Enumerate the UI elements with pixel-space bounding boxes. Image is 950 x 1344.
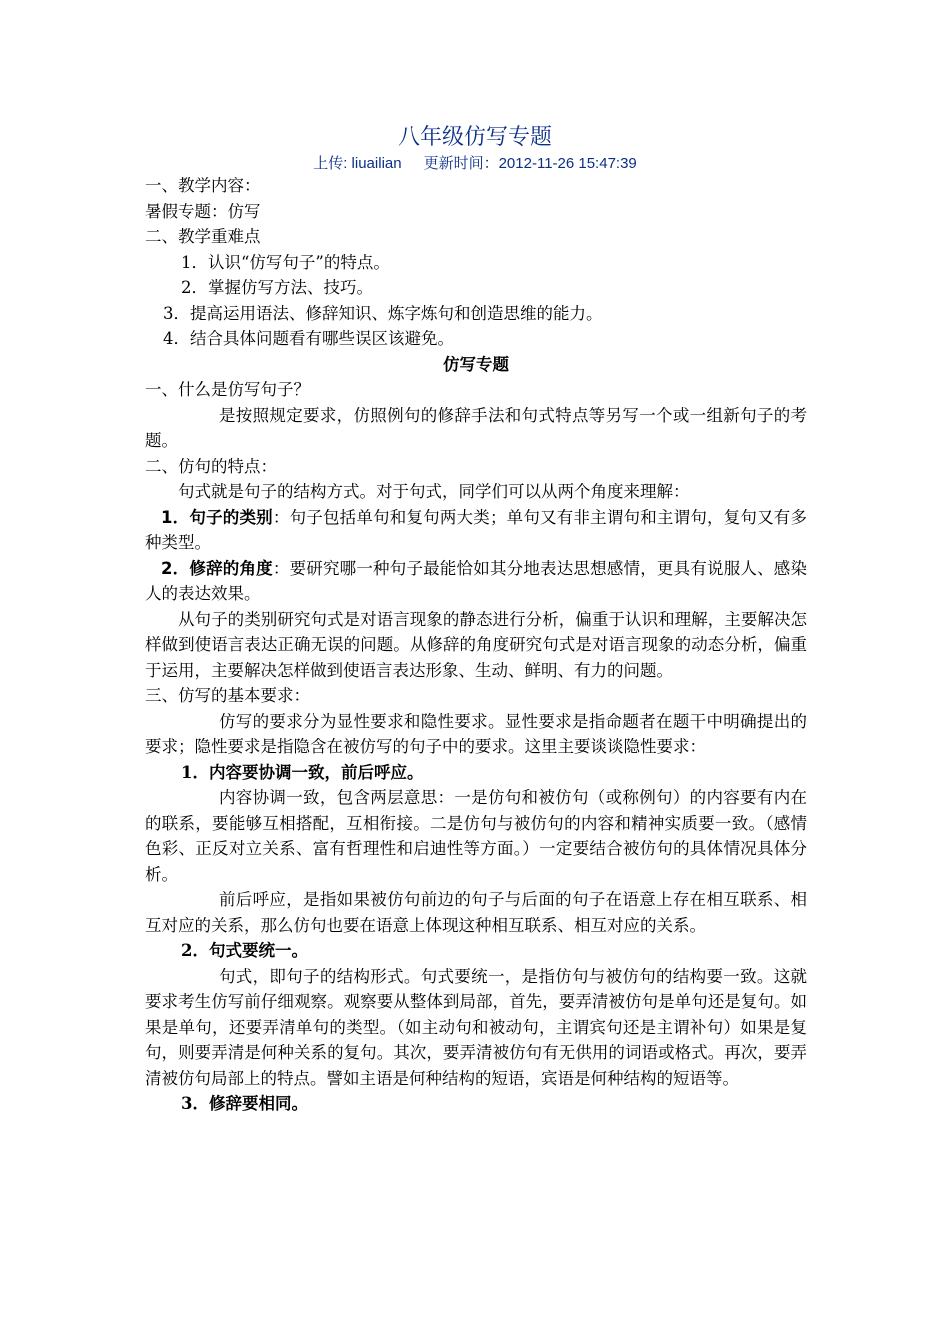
section-heading: 一、什么是仿写句子？	[145, 380, 310, 399]
section-title: 仿写专题	[443, 354, 509, 374]
section-heading: 三、仿写的基本要求：	[145, 686, 310, 705]
upload-author: 上传: liuailian	[313, 155, 402, 172]
document-body	[145, 173, 807, 1117]
upload-meta	[0, 152, 950, 173]
paragraph: 仿写的要求分为显性要求和隐性要求。显性要求是指命题者在题干中明确提出的要求；隐性要求是指隐含在被仿写的句子中的要求。这里主要谈谈隐性要求：	[145, 711, 807, 756]
subheading: 2．句式要统一。	[181, 941, 308, 960]
section-heading: 二、仿句的特点：	[145, 456, 277, 476]
paragraph-text: ：句子包括单句和复句两大类；单句又有非主谓句和主谓句，复句又有多种类型。	[145, 507, 808, 552]
paragraph-text: ：要研究哪一种句子最能恰如其分地表达思想感情，更具有说服人、感染人的表达效果。	[145, 558, 808, 603]
update-time: 更新时间：2012-11-26 15:47:39	[423, 155, 637, 172]
paragraph: 句式就是句子的结构方式。对于句式，同学们可以从两个角度来理解：	[178, 482, 690, 501]
section-heading: 二、教学重难点	[145, 227, 261, 246]
list-item: 3．提高运用语法、修辞知识、炼字炼句和创造思维的能力。	[163, 303, 603, 323]
section-heading: 一、教学内容：	[145, 176, 261, 195]
paragraph: 句式，即句子的结构形式。句式要统一，是指仿句与被仿句的结构要一致。这就要求考生仿写前仔细观察。观察要从整体到局部，首先，要弄清被仿句是单句还是复句。如果是单句，还要弄清单句的类型。（如主动句和被动句，主谓宾句还是主谓补句）如果是复句，则要弄清是何种关系的复句。其次，要弄清被仿句有无供用的词语或格式。再次，要弄清被仿句局部上的特点。譬如主语是何种结构的短语，宾语是何种结构的短语等。	[145, 966, 807, 1088]
paragraph: 从句子的类别研究句式是对语言现象的静态进行分析，偏重于认识和理解，主要解决怎样做到使语言表达正确无误的问题。从修辞的角度研究句式是对语言现象的动态分析，偏重于运用，主要解决怎样做到使语言表达形象、生动、鲜明、有力的问题。	[145, 609, 807, 680]
list-item: 4．结合具体问题看有哪些误区该避免。	[163, 329, 454, 348]
paragraph: 是按照规定要求，仿照例句的修辞手法和句式特点等另写一个或一组新句子的考题。	[145, 405, 807, 450]
bold-term: 2．修辞的角度	[161, 558, 273, 578]
page-title: 八年级仿写专题	[397, 125, 552, 150]
bold-term: 1．句子的类别	[161, 507, 273, 527]
subheading: 3．修辞要相同。	[181, 1094, 308, 1113]
paragraph: 前后呼应，是指如果被仿句前边的句子与后面的句子在语意上存在相互联系、相互对应的关系，那么仿句也要在语意上体现这种相互联系、相互对应的关系。	[145, 890, 807, 935]
paragraph: 内容协调一致，包含两层意思：一是仿句和被仿句（或称例句）的内容要有内在的联系，要能够互相搭配，互相衔接。二是仿句与被仿句的内容和精神实质要一致。（感情色彩、正反对立关系、富有哲理性和启迪性等方面。）一定要结合被仿句的具体情况具体分析。	[145, 788, 807, 884]
list-item: 2．掌握仿写方法、技巧。	[181, 278, 373, 297]
text-line: 暑假专题：仿写	[145, 201, 261, 221]
list-item: 1．认识“仿写句子”的特点。	[181, 252, 390, 272]
subheading: 1．内容要协调一致，前后呼应。	[181, 762, 424, 782]
paragraph	[145, 556, 807, 607]
paragraph	[145, 505, 807, 556]
